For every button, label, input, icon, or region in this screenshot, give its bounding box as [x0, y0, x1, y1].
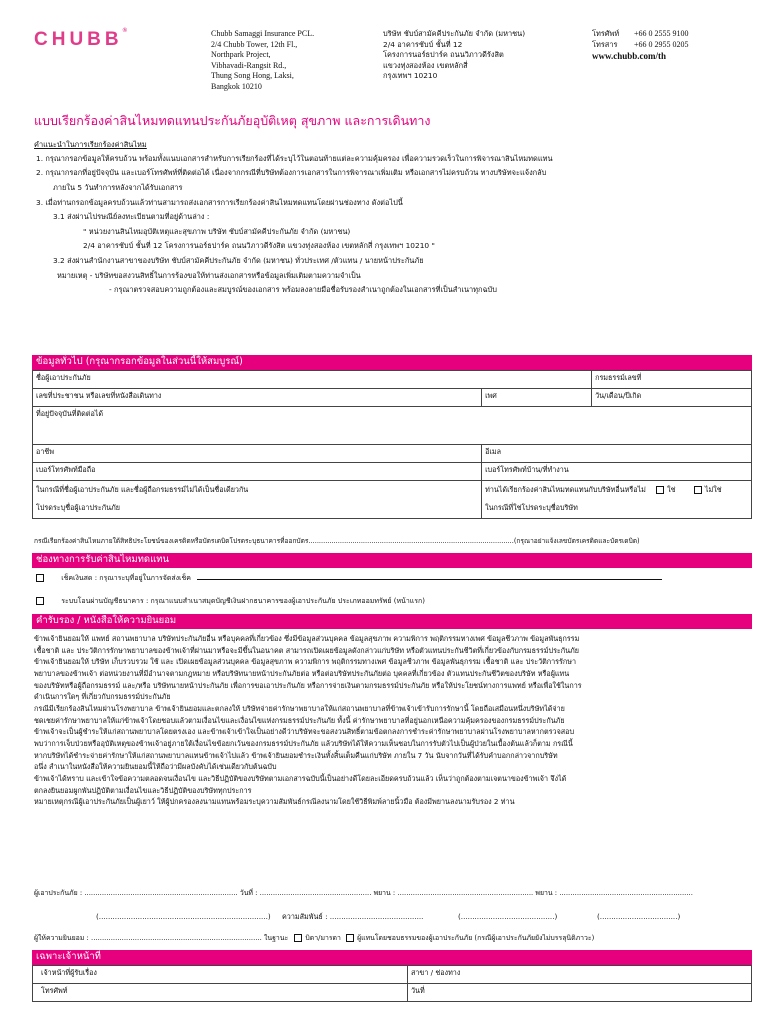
checkbox-label: ใช่	[667, 485, 676, 494]
section-bar-general-info: ข้อมูลทั่วไป (กรุณากรอกข้อมูลในส่วนนี้ให้สมบูรณ์)	[32, 355, 752, 370]
general-info-table	[32, 370, 752, 519]
consent-line: ดำเนินการใดๆ ที่เกี่ยวกับกรมธรรม์ประกันภัย	[34, 692, 171, 702]
field-label: เบอร์โทรศัพท์มือถือ	[36, 465, 96, 474]
consent-line: ข้าพเจ้ายินยอมให้ แพทย์ สถานพยาบาล บริษัทประกันภัยอื่น หรือบุคคลที่เกี่ยวข้อง ซึ่งมีข้อมูลส่วนบุคคล ข้อมูลสุขภาพ ความพิการ พฤติกรรมทางเพศ ข้อมูลชีวภาพ ข้อมูลพันธุกรรม	[34, 634, 580, 643]
field-label: โปรดระบุชื่อผู้เอาประกันภัย	[36, 503, 120, 512]
address-thai	[383, 29, 525, 82]
instruction-address: 2/4 อาคารชับบ์ ชั้นที่ 12 โครงการนอร์ธปาร์ค ถนนวิภาวดีรังสิต แขวงทุ่งสองห้อง เขตหลักสี่ กรุงเทพฯ 10210 "	[83, 241, 435, 251]
form-title: แบบเรียกร้องค่าสินไหมทดแทนประกันภัยอุบัติเหตุ สุขภาพ และการเดินทาง	[34, 113, 431, 128]
consenter-row	[34, 934, 594, 943]
instruction-note: - กรุณาตรวจสอบความถูกต้องและสมบูรณ์ของเอกสาร พร้อมลงลายมือชื่อรับรองสำเนาถูกต้องในเอกสารที่เป็นสำเนาทุกฉบับ	[109, 285, 497, 295]
field-label: ในกรณีที่ใช่โปรดระบุชื่อบริษัท	[485, 503, 578, 512]
email-field[interactable]	[482, 445, 752, 463]
consent-line: พบว่าการเจ็บป่วยหรืออุบัติเหตุของข้าพเจ้าอยู่ภายใต้เงื่อนไขข้อยกเว้นของกรมธรรม์ประกันภัย แล้วบริษัทได้ให้ความเห็นชอบในการรับตัวไปเป็นผู้ป่วยในเบื้องต้นแล้วก็ตาม กรณีนี้	[34, 738, 573, 748]
consent-line: ข้าพเจ้าได้ทราบ และเข้าใจข้อความตลอดจนเงื่อนไข และวิธีปฏิบัติของบริษัทตามเอกสารฉบับนี้เป็นอย่างดีโดยละเอียดครบถ้วนแล้ว เห็นว่าถูกต้องตามเจตนาของข้าพเจ้า จึงได้	[34, 773, 567, 783]
registered-mark: ®	[122, 28, 128, 34]
branch-field[interactable]	[408, 966, 752, 984]
instructions	[34, 140, 739, 300]
consent-line: ข้าพเจ้าจะเป็นผู้ชำระให้แก่สถานพยาบาลโดยตรงเอง และข้าพเจ้าเข้าใจเป็นอย่างดีว่าบริษัทจะขอสงวนสิทธิ์ตามข้อตกลงการชำระค่ารักษาพยาบาลผ่านโรงพยาบาลหากตรวจสอบ	[34, 727, 575, 737]
option-label: ระบบโอนผ่านบัญชีธนาคาร : กรุณาแนบสำเนาสมุดบัญชีเงินฝากธนาคารของผู้เอาประกันภัย ประเภทออมทรัพย์ (หน้าแรก)	[61, 597, 426, 605]
consent-line: เชื้อชาติ และ ประวัติการรักษาพยาบาลของข้าพเจ้าที่ผ่านมาหรือจะมีขึ้นในอนาคต สามารถเปิดเผยข้อมูลดังกล่าวแก่บริษัท หรือตัวแทนประกันชีวิตที่เกี่ยวข้องกับกรมธรรม์ประกันภัย	[34, 645, 580, 655]
instruction-item: 1. กรุณากรอกข้อมูลให้ครบถ้วน พร้อมทั้งแนบเอกสารสำหรับการเรียกร้องที่ได้ระบุไว้ในตอนท้ายแต่ละความคุ้มครอง เพื่อความรวดเร็วในการพิจารณาสินไหมทดแทน	[36, 153, 553, 163]
field-label: ชื่อผู้เอาประกันภัย	[36, 373, 91, 382]
cheque-option[interactable]	[36, 574, 662, 583]
field-label: เลขที่ประชาชน หรือเลขที่หนังสือเดินทาง	[36, 391, 162, 400]
not-holder-field[interactable]	[33, 481, 482, 519]
parent-checkbox[interactable]	[294, 934, 302, 942]
id-no-field[interactable]	[33, 389, 482, 407]
tel-value: +66 0 2555 9100	[634, 29, 689, 38]
occupation-field[interactable]	[33, 445, 482, 463]
field-label: วันที่	[411, 986, 425, 995]
field-label: ในกรณีที่ชื่อผู้เอาประกันภัย และชื่อผู้ถือกรมธรรม์ไม่ได้เป็นชื่อเดียวกัน	[36, 485, 249, 494]
address-english	[211, 29, 314, 92]
no-checkbox[interactable]	[694, 486, 702, 494]
transfer-option[interactable]	[36, 597, 425, 606]
chubb-logo: CHUBB®	[34, 28, 128, 50]
insured-name-field[interactable]	[33, 371, 592, 389]
field-label: สาขา / ช่องทาง	[411, 968, 461, 977]
address-line: 2/4 Chubb Tower, 12th Fl.,	[211, 39, 298, 49]
insured-name-parentheses[interactable]: (..........................................................................)	[96, 912, 271, 921]
address-line: กรุงเทพฯ 10210	[383, 71, 438, 81]
field-label: เบอร์โทรศัพท์บ้าน/ที่ทำงาน	[485, 465, 569, 474]
consent-text	[34, 633, 746, 808]
consent-line: ชดเชยค่ารักษาพยาบาลให้แก่ข้าพเจ้าโดยชอบแล้วตามเงื่อนไขและเงื่อนไขแห่งกรมธรรม์ประกันภัย ทั้งนี้ ค่ารักษาพยาบาลที่อยู่นอกเหนือความคุ้มครองของกรมธรรม์ประกันภัย	[34, 715, 565, 725]
other-claim-row	[485, 485, 748, 494]
website-link[interactable]: www.chubb.com/th	[592, 51, 667, 62]
consent-line: ของบริษัทหรือผู้ถือกรมธรรม์ และ/หรือ บริษัทนายหน้าประกันภัย เพื่อการขอเอาประกันภัย หรือการจ่ายเงินตามกรมธรรม์ประกันภัย หรือให้ประโยชน์ทางการแพทย์ หรือเพื่อใช้ในการ	[34, 680, 582, 690]
instruction-item: 2. กรุณากรอกที่อยู่ปัจจุบัน และเบอร์โทรศัพท์ที่ติดต่อได้ เนื่องจากกรณีที่บริษัทต้องการเอกสารในการพิจารณาเพิ่มเติม หรือเอกสารไม่ครบถ้วน ทางบริษัทจะแจ้งกลับ	[36, 168, 547, 178]
consent-line: หมายเหตุกรณีผู้เอาประกันภัยเป็นผู้เยาว์ ให้ผู้ปกครองลงนามแทนพร้อมระบุความสัมพันธ์กรณีลงนามโดยใช้วิธีพิมพ์ลายนิ้วมือ ต้องมีพยานลงนามรับรอง 2 ท่าน	[34, 797, 515, 807]
address-line: Thung Song Hong, Laksi,	[211, 71, 294, 81]
instruction-subitem: 3.1 ส่งผ่านไปรษณีย์ลงทะเบียนตามที่อยู่ด้านล่าง :	[53, 212, 210, 222]
checkbox-label: ไม่ใช่	[704, 485, 722, 494]
consent-line: หากบริษัทได้ชำระจ่ายค่ารักษาให้แก่สถานพยาบาลแทนข้าพเจ้าไปแล้ว ข้าพเจ้ายินยอมชำระเงินทั้งสิ้นเต็มคืนแก่บริษัท ภายใน 7 วัน นับจากวันที่ได้รับคำบอกกล่าวจากบริษัท	[34, 750, 558, 760]
address-line: แขวงทุ่งสองห้อง เขตหลักสี่	[383, 60, 468, 70]
staff-table	[32, 965, 752, 1002]
yes-checkbox[interactable]	[656, 486, 664, 494]
field-label: ที่อยู่ปัจจุบันที่ติดต่อได้	[36, 409, 104, 418]
cheque-checkbox[interactable]	[36, 574, 44, 582]
consent-line: กรณีมีเรียกร้องสินไหมผ่านโรงพยาบาล ข้าพเจ้ายินยอมและตกลงให้ บริษัทจ่ายค่ารักษาพยาบาลให้แก่สถานพยาบาลที่ข้าพเจ้าเข้ารับการรักษานี้ โดยถือเสมือนหนึ่งบริษัทได้จ่าย	[34, 703, 565, 713]
instruction-note: หมายเหตุ - บริษัทขอสงวนสิทธิ์ในการร้องขอให้ท่านส่งเอกสารหรือข้อมูลเพิ่มเติมตามความจำเป็น	[57, 270, 361, 280]
fax-value: +66 0 2955 0205	[634, 39, 689, 49]
relationship-field[interactable]: ความสัมพันธ์ : .........................................	[282, 912, 424, 921]
credit-card-note: กรณีเรียกร้องค่าสินไหมภายใต้สิทธิประโยชน์ของเครดิตหรือบัตรเดบิตโปรดระบุธนาคารที่ออกบัตร..................................................................................................(กรุณาอย่าแจ้งเลขบัตรเครดิตและบัตรเดบิต)	[34, 537, 640, 545]
policy-no-field[interactable]	[592, 371, 752, 389]
fax-label: โทรสาร	[592, 39, 618, 49]
field-label: ท่านได้เรียกร้องค่าสินไหมทดแทนกับบริษัทอื่นหรือไม่	[485, 485, 646, 494]
consent-line: อนึ่ง สำเนาในหนังสือให้ความยินยอมนี้ให้ถือว่ามีผลบังคับได้เช่นเดียวกับต้นฉบับ	[34, 762, 277, 772]
address-line: โครงการนอร์ธปาร์ค ถนนวิภาวดีรังสิต	[383, 50, 504, 60]
section-bar-staff-only: เฉพาะเจ้าหน้าที่	[32, 950, 752, 965]
signature-row-insured[interactable]: ผู้เอาประกันภัย : ...................................................................... วันที่ : ................................................... พยาน : .............................................................. พยาน : .............................................................	[34, 889, 693, 897]
option-label: เช็คเงินสด : กรุณาระบุที่อยู่ในการจัดส่งเช็ค	[61, 574, 191, 582]
field-label: กรมธรรม์เลขที่	[595, 373, 642, 382]
checkbox-label: บิดา/มารดา	[305, 934, 341, 942]
cheque-address-line[interactable]	[197, 579, 662, 580]
address-line: 2/4 อาคารชับบ์ ชั้นที่ 12	[383, 39, 463, 49]
other-company-field[interactable]	[482, 481, 752, 519]
field-label: โทรศัพท์	[41, 986, 68, 995]
transfer-checkbox[interactable]	[36, 597, 44, 605]
tel-label: โทรศัพท์	[592, 29, 620, 38]
witness2-name-parentheses[interactable]: (..................................)	[597, 912, 681, 921]
consent-line: ข้าพเจ้ายินยอมให้ บริษัท เก็บรวบรวม ใช้ และ เปิดเผยข้อมูลส่วนบุคคล ข้อมูลสุขภาพ ความพิการ พฤติกรรมทางเพศ ข้อมูลชีวภาพ ข้อมูลพันธุกรรม เชื้อชาติ และ ประวัติการรักษา	[34, 657, 577, 667]
address-line: Chubb Samaggi Insurance PCL.	[211, 29, 315, 38]
address-line: Northpark Project,	[211, 50, 271, 60]
instruction-item: ภายใน 5 วันทำการหลังจากได้รับเอกสาร	[53, 182, 183, 192]
field-label: เพศ	[485, 391, 497, 400]
dob-field[interactable]	[592, 389, 752, 407]
officer-field[interactable]	[33, 966, 408, 984]
field-label: เจ้าหน้าที่ผู้รับเรื่อง	[41, 968, 97, 977]
contact-block	[592, 29, 689, 63]
checkbox-label: ผู้แทนโดยชอบธรรมของผู้เอาประกันภัย (กรณีผู้เอาประกันภัยยังไม่บรรลุนิติภาวะ)	[357, 934, 595, 942]
field-label: อาชีพ	[36, 447, 54, 456]
consent-line: ตกลงยินยอมผูกพันปฏิบัติตามเงื่อนไขและวิธีปฏิบัติของบริษัททุกประการ	[34, 785, 252, 795]
address-line: Bangkok 10210	[211, 81, 262, 91]
consenter-signature[interactable]: ผู้ให้ความยินยอม : .............................................................................. ในฐานะ	[34, 934, 289, 942]
field-label: อีเมล	[485, 447, 502, 456]
consent-line: พยาบาลของข้าพเจ้า ต่อหน่วยงานที่มีอำนาจตามกฎหมาย หรือบริษัทนายหน้าประกันภัยต่อ หรือต่อบริษัทประกันภัยต่อ บุคคลที่เกี่ยวข้อง ตัวแทนประกันชีวิตของบริษัท หรือผู้แทน	[34, 668, 570, 678]
instructions-heading: คำแนะนำในการเรียกร้องค่าสินไหม	[34, 140, 147, 149]
section-bar-payment-channel: ช่องทางการรับค่าสินไหมทดแทน	[32, 553, 752, 568]
home-phone-field[interactable]	[482, 463, 752, 481]
staff-phone-field[interactable]	[33, 984, 408, 1002]
address-line: บริษัท ชับบ์สามัคคีประกันภัย จำกัด (มหาชน)	[383, 29, 526, 38]
instruction-item: 3. เมื่อท่านกรอกข้อมูลครบถ้วนแล้วท่านสามารถส่งเอกสารการเรียกร้องค่าสินไหมทดแทนโดยผ่านช่องทาง ดังต่อไปนี้	[36, 197, 403, 207]
instruction-subitem: 3.2 ส่งผ่านสำนักงานสาขาของบริษัท ชับบ์สามัคคีประกันภัย จำกัด (มหาชน) ทั่วประเทศ /ตัวแทน / นายหน้าประกันภัย	[53, 256, 424, 265]
mobile-field[interactable]	[33, 463, 482, 481]
instruction-address: " หน่วยงานสินไหมอุบัติเหตุและสุขภาพ บริษัท ชับบ์สามัคคีประกันภัย จำกัด (มหาชน)	[83, 226, 351, 236]
sex-field[interactable]	[482, 389, 592, 407]
legal-rep-checkbox[interactable]	[346, 934, 354, 942]
field-label: วัน/เดือน/ปีเกิด	[595, 391, 642, 400]
section-bar-consent: คำรับรอง / หนังสือให้ความยินยอม	[32, 614, 752, 629]
address-line: Vibhavadi-Rangsit Rd.,	[211, 60, 287, 70]
witness1-name-parentheses[interactable]: (.........................................)	[458, 912, 558, 921]
address-field[interactable]	[33, 407, 752, 445]
staff-date-field[interactable]	[408, 984, 752, 1002]
